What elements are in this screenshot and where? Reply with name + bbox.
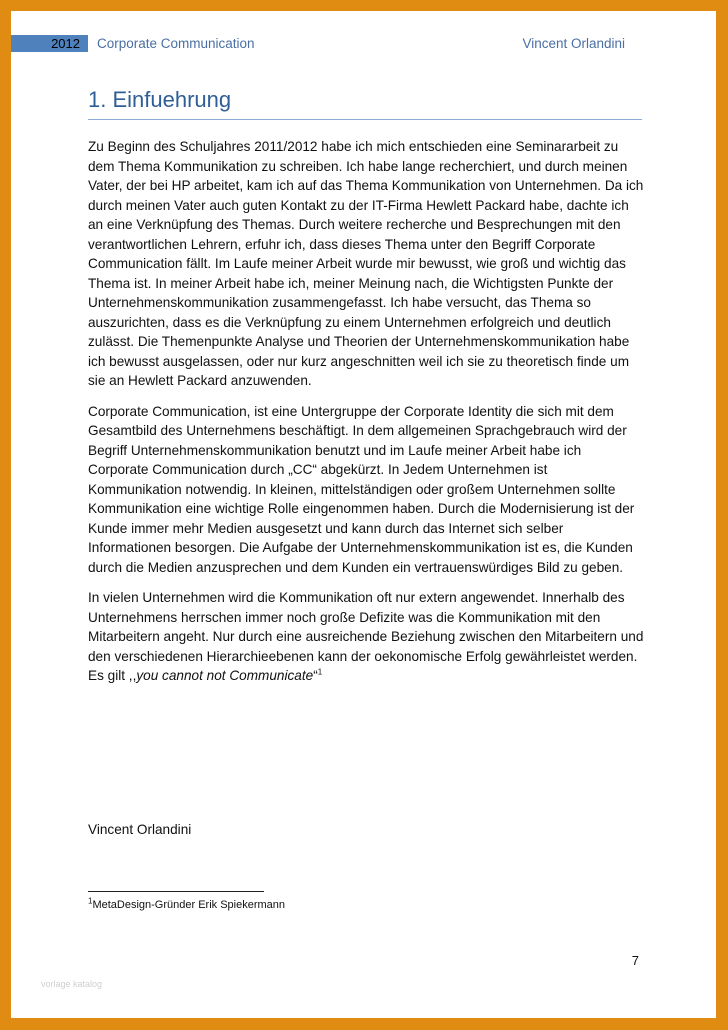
paragraph-3 <box>88 588 644 686</box>
document-page <box>11 11 716 1018</box>
footnote-reference[interactable]: 1 <box>317 667 323 677</box>
paragraph-1: Zu Beginn des Schuljahres 2011/2012 habe ich mich entschieden eine Seminararbeit zu dem Thema Kommunikation zu schreiben. Ich habe lange recherchiert, und durch meinen Vater, der bei HP arbeitet, kam ich auf das Thema Kommunikation von Unternehmen. Da ich durch meinen Vater auch guten Kontakt zu der IT-Firma Hewlett Packard habe, dachte ich an eine Verknüpfung des Themas. Durch weitere recherche und Besprechungen mit den verantwortlichen Lehrern, erfuhr ich, dass dieses Thema unter den Begriff Corporate Communication fällt. Im Laufe meiner Arbeit wurde mir bewusst, wie groß und wichtig das Thema ist. In meiner Arbeit habe ich, meiner Meinung nach, die Wichtigsten Punkte der Unternehmenskommunikation zusammengefasst. Ich habe versucht, das Thema so auszurichten, dass es die Verknüpfung zu einem Unternehmen erfolgreich und deutlich zulässt. Die Themenpunkte Analyse und Theorien der Unternehmenskommunikation habe ich bewusst ausgelassen, oder nur kurz angeschnitten weil ich sie zu theoretisch finde um sie an Hewlett Packard anzuwenden. <box>88 139 644 388</box>
body-text <box>88 137 644 697</box>
header-title: Corporate Communication <box>97 36 255 51</box>
footnote-number: 1 <box>88 896 93 906</box>
paragraph-3-text: In vielen Unternehmen wird die Kommunikation oft nur extern angewendet. Innerhalb des Unternehmens herrschen immer noch große Defizite was die Kommunikation mit den Mitarbeitern angeht. Nur durch eine ausreichende Beziehung zwischen den Mitarbeitern und den verschiedenen Hierarchieebenen kann der oekonomische Erfolg gewährleistet werden. Es gilt ,, <box>88 590 644 683</box>
paragraph-2: Corporate Communication, ist eine Untergruppe der Corporate Identity die sich mit dem Gesamtbild des Unternehmens beschäftigt. In dem allgemeinen Sprachgebrauch wird der Begriff Unternehmenskommunikation benutzt und im Laufe meiner Arbeit habe ich Corporate Communication durch „CC“ abgekürzt. In Jedem Unternehmen ist Kommunikation notwendig. In kleinen, mittelständigen oder großem Unternehmen sollte Kommunikation eine wichtige Rolle eingenommen haben. Durch die Modernisierung ist der Kunde immer mehr Medien ausgesetzt und kann durch das Internet sich selber Informationen besorgen. Die Aufgabe der Unternehmenskommunikation ist es, die Kunden durch die Medien anzusprechen und dem Kunden ein vertrauenswürdiges Bild zu geben. <box>88 403 635 575</box>
footnote-text: MetaDesign-Gründer Erik Spiekermann <box>92 899 286 911</box>
section-heading: 1. Einfuehrung <box>88 87 642 120</box>
footnote <box>88 896 286 911</box>
author-signature: Vincent Orlandini <box>88 822 192 837</box>
watermark: vorlage katalog <box>41 979 103 989</box>
header-year-badge: 2012 <box>11 35 88 52</box>
header-author: Vincent Orlandini <box>522 36 625 51</box>
page-number: 7 <box>631 953 639 968</box>
quote-text: you cannot not Communicate <box>136 668 314 683</box>
footnote-divider <box>88 891 264 892</box>
quote-close: “ <box>313 668 318 683</box>
